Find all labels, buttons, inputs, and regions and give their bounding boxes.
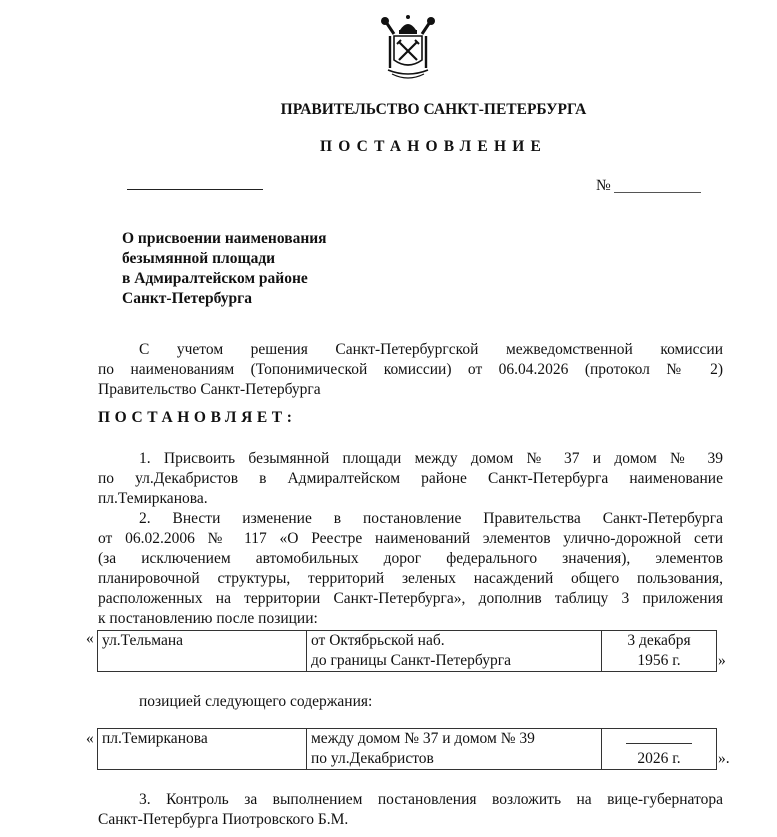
- street-name: пл.Темирканова: [102, 730, 208, 747]
- table-row: [98, 631, 717, 672]
- item-2-paragraph: [98, 509, 723, 629]
- text-line: от 06.02.2006 № 117 «О Реестре наименований элементов улично-дорожной сети: [98, 530, 723, 547]
- open-quote: «: [86, 630, 94, 647]
- date-blank-line: [127, 189, 263, 190]
- number-label: №: [596, 177, 611, 194]
- street-name-cell: [98, 631, 307, 672]
- subject-line: О присвоении наименования: [122, 230, 327, 247]
- register-table-new: [97, 728, 717, 770]
- location-cell: [307, 631, 602, 672]
- document-type-title: ПОСТАНОВЛЕНИЕ: [319, 138, 548, 155]
- close-quote: ».: [718, 750, 730, 767]
- location-line: между домом № 37 и домом № 39: [311, 730, 535, 747]
- text-line: С учетом решения Санкт-Петербургской межведомственной комиссии: [139, 341, 723, 358]
- item-3-paragraph: [98, 790, 723, 830]
- coat-of-arms-emblem-icon: [378, 12, 438, 82]
- faint-stamp-mark: [420, 168, 530, 188]
- date-line: 2026 г.: [637, 750, 681, 767]
- text-line: (за исключением автомобильных дорог федерального значения), элементов: [98, 550, 723, 567]
- table-row: [98, 729, 717, 770]
- location-cell: [307, 729, 602, 770]
- text-line: к постановлению после позиции:: [98, 610, 318, 627]
- item-1-paragraph: [98, 449, 723, 509]
- date-cell: [602, 729, 717, 770]
- document-subject: [122, 229, 327, 309]
- text-line: 1. Присвоить безымянной площади между домом № 37 и домом № 39: [139, 450, 723, 467]
- location-line: до границы Санкт-Петербурга: [311, 652, 511, 669]
- date-line: 3 декабря: [627, 632, 691, 649]
- register-table-existing: [97, 630, 717, 672]
- date-cell: [602, 631, 717, 672]
- subject-line: в Адмиралтейском районе: [122, 270, 308, 287]
- location-line: от Октябрьской наб.: [311, 632, 445, 649]
- street-name: ул.Тельмана: [102, 632, 183, 649]
- text-line: 3. Контроль за выполнением постановления возложить на вице-губернатора: [139, 791, 723, 808]
- text-line: планировочной структуры, территорий зеленых насаждений общего пользования,: [98, 570, 723, 587]
- subject-line: Санкт-Петербурга: [122, 290, 252, 307]
- position-intro-text: позицией следующего содержания:: [139, 693, 373, 710]
- text-line: Санкт-Петербурга Пиотровского Б.М.: [98, 811, 349, 828]
- text-line: по ул.Декабристов в Адмиралтейском районе Санкт-Петербурга наименование: [98, 470, 723, 487]
- organization-title: ПРАВИТЕЛЬСТВО САНКТ-ПЕТЕРБУРГА: [280, 101, 587, 118]
- date-blank: [606, 729, 712, 749]
- decree-heading: ПОСТАНОВЛЯЕТ:: [98, 409, 297, 426]
- street-name-cell: [98, 729, 307, 770]
- number-blank-line: [614, 192, 701, 193]
- location-line: по ул.Декабристов: [311, 750, 434, 767]
- text-line: пл.Темирканова.: [98, 490, 208, 507]
- close-quote: »: [718, 652, 726, 669]
- subject-line: безымянной площади: [122, 250, 276, 267]
- open-quote: «: [86, 730, 94, 747]
- text-line: Правительство Санкт-Петербурга: [98, 381, 321, 398]
- text-line: расположенных на территории Санкт-Петербурга», дополнив таблицу 3 приложения: [98, 590, 723, 607]
- text-line: по наименованиям (Топонимической комиссии) от 06.04.2026 (протокол № 2): [98, 361, 723, 378]
- date-line: 1956 г.: [637, 652, 681, 669]
- text-line: 2. Внести изменение в постановление Правительства Санкт-Петербурга: [139, 510, 723, 527]
- preamble-paragraph: [98, 340, 723, 400]
